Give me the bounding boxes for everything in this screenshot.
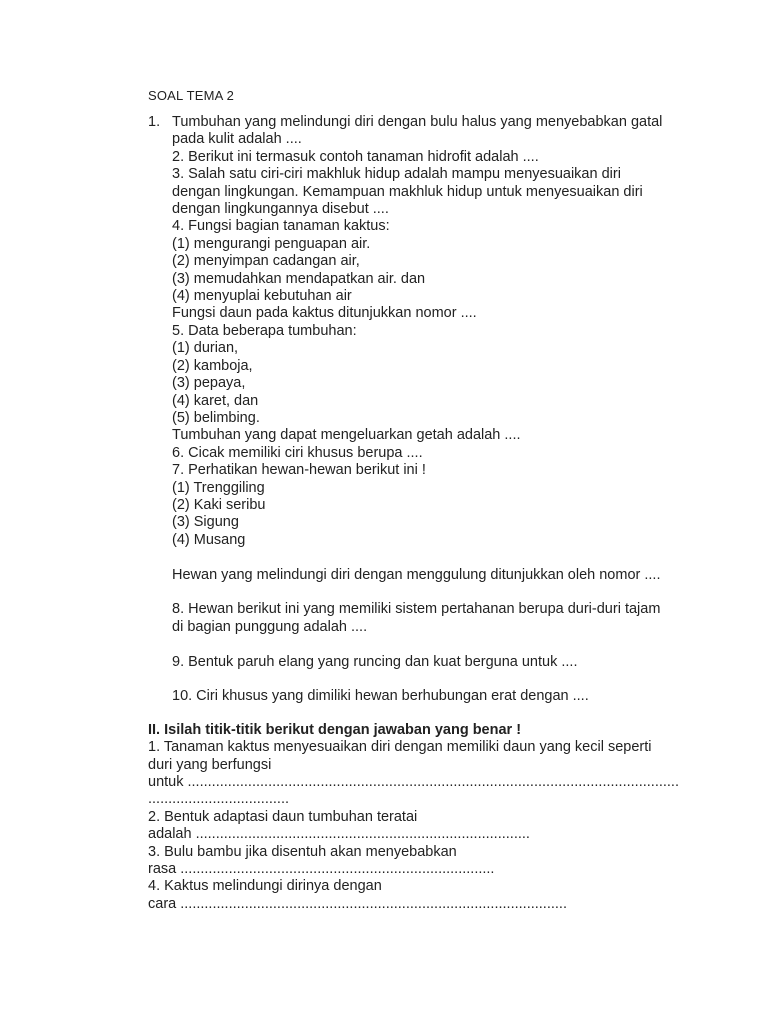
text-line: Tumbuhan yang melindungi diri dengan bulu halus yang menyebabkan gatal [172,114,663,130]
text-line: 10. Ciri khusus yang dimiliki hewan berhubungan erat dengan .... [172,688,589,705]
text-line: (3) Sigung [172,514,239,531]
text-line: duri yang berfungsi [148,756,272,773]
list-number: 1. [148,114,161,130]
fill-in-lines [148,739,688,913]
text-line: ................................... [148,791,289,808]
text-line: 2. Bentuk adaptasi daun tumbuhan teratai [148,808,418,825]
text-line: di bagian punggung adalah .... [172,618,368,635]
text-line: (4) menyuplai kebutuhan air [172,288,352,305]
blank-line [172,549,688,566]
text-line: Hewan yang melindungi diri dengan menggulung ditunjukkan oleh nomor .... [172,566,661,583]
text-line: 3. Bulu bambu jika disentuh akan menyebabkan [148,843,457,860]
text-line: (1) durian, [172,340,239,357]
text-line: 2. Berikut ini termasuk contoh tanaman hidrofit adalah .... [172,148,539,165]
text-line: untuk .......................................................................................................................... [148,773,679,790]
text-line: rasa .............................................................................. [148,861,495,877]
text-line: pada kulit adalah .... [172,131,302,148]
text-line: 5. Data beberapa tumbuhan: [172,322,357,339]
text-line: 4. Kaktus melindungi dirinya dengan [148,878,382,895]
text-line: (2) menyimpan cadangan air, [172,253,360,270]
text-line: dengan lingkungan. Kemampuan makhluk hidup untuk menyesuaikan diri [172,183,643,200]
text-line: 8. Hewan berikut ini yang memiliki sistem pertahanan berupa duri-duri tajam [172,601,661,618]
text-line: Fungsi daun pada kaktus ditunjukkan nomor .... [172,305,477,322]
text-line: (2) kamboja, [172,357,253,374]
document-title: SOAL TEMA 2 [148,88,235,103]
document-body [148,114,688,913]
document-page [148,88,688,913]
text-line: 9. Bentuk paruh elang yang runcing dan kuat berguna untuk .... [172,653,578,670]
text-line: (2) Kaki seribu [172,496,266,513]
section-heading: II. Isilah titik-titik berikut dengan jawaban yang benar ! [148,721,522,738]
question-section-2 [148,722,688,913]
text-line: cara ................................................................................................ [148,895,567,912]
text-line: 4. Fungsi bagian tanaman kaktus: [172,218,390,235]
text-line: (4) Musang [172,531,246,548]
text-line: adalah ................................................................................... [148,826,530,843]
question-section-1 [148,114,688,706]
text-line: 7. Perhatikan hewan-hewan berikut ini ! [172,462,426,479]
blank-line [172,636,688,653]
text-line: (4) karet, dan [172,392,259,409]
text-line: Tumbuhan yang dapat mengeluarkan getah adalah .... [172,427,521,444]
text-line: 3. Salah satu ciri-ciri makhluk hidup adalah mampu menyesuaikan diri [172,166,621,183]
text-line: (1) Trenggiling [172,479,265,496]
text-line: 6. Cicak memiliki ciri khusus berupa .... [172,444,423,461]
text-line: (3) pepaya, [172,375,246,392]
text-line: (5) belimbing. [172,409,260,426]
text-line: (1) mengurangi penguapan air. [172,235,371,252]
text-line: (3) memudahkan mendapatkan air. dan [172,270,426,287]
blank-line [172,671,688,688]
text-line: 1. Tanaman kaktus menyesuaikan diri dengan memiliki daun yang kecil seperti [148,739,652,756]
blank-line [172,584,688,601]
text-line: dengan lingkungannya disebut .... [172,201,389,218]
question-lines [172,114,688,706]
